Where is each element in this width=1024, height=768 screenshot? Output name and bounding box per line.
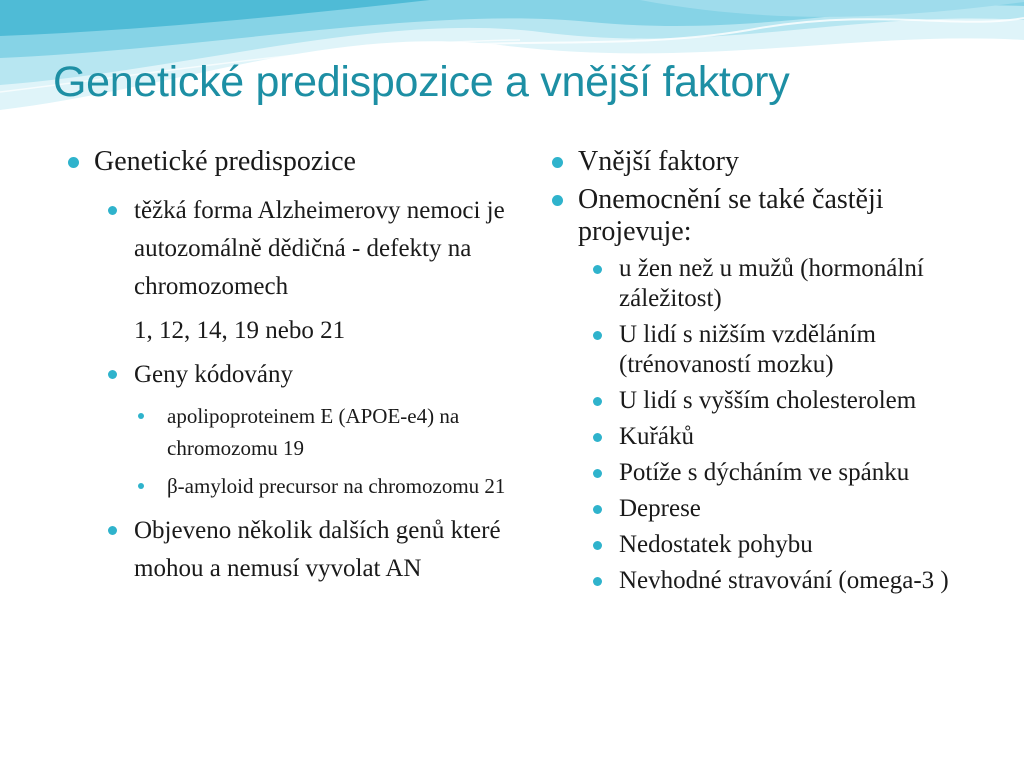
- list-item: [593, 422, 992, 452]
- list-item-occurrence: [552, 184, 992, 248]
- bullet-icon: [108, 370, 117, 379]
- bullet-icon: [138, 413, 144, 419]
- bullet-icon: [593, 541, 602, 550]
- chromosome-numbers: 1, 12, 14, 19 nebo 21: [134, 317, 346, 344]
- list-item: [108, 356, 518, 394]
- bullet-icon: [552, 157, 563, 168]
- slide-title: Genetické predispozice a vnější faktory: [53, 58, 790, 106]
- list-item-text: Deprese: [619, 495, 701, 522]
- list-item: [593, 494, 992, 524]
- bullet-icon: [593, 265, 602, 274]
- list-item: [593, 386, 992, 416]
- list-item-external-factors: [552, 146, 992, 178]
- list-item: [593, 320, 992, 380]
- list-item-text: těžká forma Alzheimerovy nemoci je autozomálně dědičná - defekty na chromozomech: [134, 197, 505, 300]
- bullet-icon: [68, 157, 79, 168]
- sub-list-item-text: β-amyloid precursor na chromozomu 21: [167, 474, 506, 498]
- sub-list-item: [138, 400, 518, 464]
- factor-list: [593, 254, 992, 596]
- list-item: [593, 566, 992, 596]
- list-item: [108, 512, 518, 588]
- bullet-icon: [138, 483, 144, 489]
- right-heading: Vnější faktory: [578, 146, 739, 177]
- bullet-icon: [593, 577, 602, 586]
- list-item: [593, 458, 992, 488]
- right-subheading: Onemocnění se také častěji projevuje:: [578, 184, 884, 247]
- bullet-icon: [593, 469, 602, 478]
- chromosome-list: [108, 312, 518, 350]
- list-item-text: U lidí s vyšším cholesterolem: [619, 387, 917, 414]
- list-item-text: u žen než u mužů (hormonální záležitost): [619, 255, 924, 312]
- list-item-text: Nevhodné stravování (omega-3 ): [619, 567, 949, 594]
- list-item-text: Potíže s dýcháním ve spánku: [619, 459, 910, 486]
- bullet-icon: [552, 195, 563, 206]
- left-heading: Genetické predispozice: [94, 146, 356, 177]
- bullet-icon: [108, 526, 117, 535]
- list-item: [593, 254, 992, 314]
- bullet-icon: [593, 433, 602, 442]
- list-item: [108, 192, 518, 306]
- list-item-genetic-predisposition: [68, 146, 518, 178]
- bullet-icon: [593, 397, 602, 406]
- list-item-text: Geny kódovány: [134, 361, 293, 388]
- list-item-text: Kuřáků: [619, 423, 694, 450]
- sub-list-item: [138, 470, 518, 502]
- list-item-text: Nedostatek pohybu: [619, 531, 813, 558]
- list-item: [593, 530, 992, 560]
- bullet-icon: [593, 505, 602, 514]
- left-column: [68, 142, 518, 588]
- sub-list-item-text: apolipoproteinem E (APOE-e4) na chromozomu 19: [167, 404, 460, 460]
- list-item-text: Objeveno několik dalších genů které mohou a nemusí vyvolat AN: [134, 517, 501, 582]
- right-column: [552, 142, 992, 602]
- bullet-icon: [108, 206, 117, 215]
- list-item-text: U lidí s nižším vzděláním (trénovaností mozku): [619, 321, 876, 378]
- bullet-icon: [593, 331, 602, 340]
